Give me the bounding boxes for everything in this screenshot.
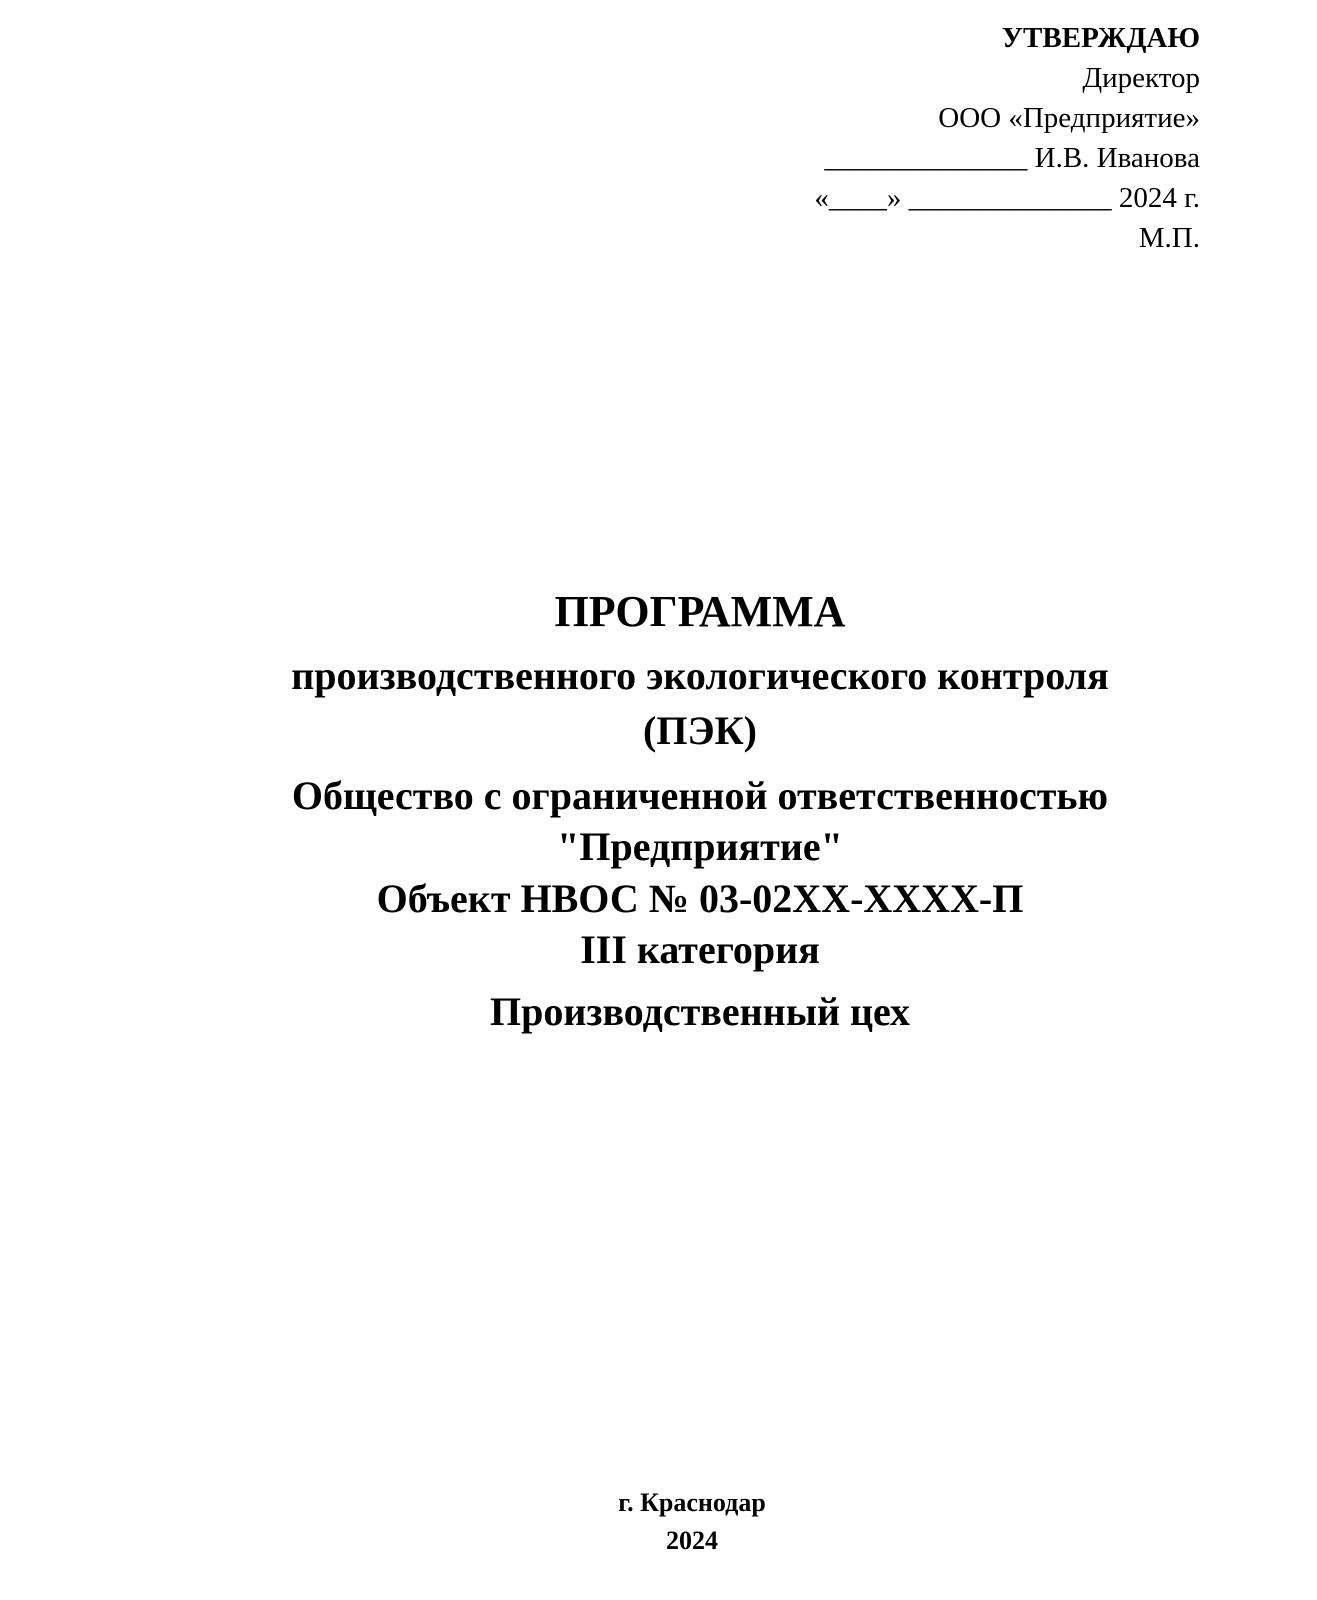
object-code: Объект НВОС № 03-02XX-XXXX-П: [376, 876, 1024, 921]
footer-city: г. Краснодар: [618, 1488, 766, 1517]
document-subtitle: производственного экологического контроля: [291, 653, 1109, 698]
object-name: Производственный цех: [489, 989, 911, 1034]
document-abbreviation: (ПЭК): [643, 708, 757, 753]
footer-year: 2024: [666, 1526, 718, 1555]
approver-position: Директор: [1082, 62, 1200, 94]
object-category: III категория: [580, 927, 820, 972]
organization-name: "Предприятие": [557, 824, 843, 869]
document-title: ПРОГРАММА: [554, 587, 846, 636]
document-footer: [0, 1484, 1317, 1560]
approver-organization: ООО «Предприятие»: [938, 102, 1200, 134]
approval-title: УТВЕРЖДАЮ: [1001, 22, 1200, 54]
approval-block: [814, 18, 1200, 258]
stamp-placeholder: М.П.: [1138, 222, 1200, 254]
document-title-block: [160, 580, 1240, 1039]
organization-type: Общество с ограниченной ответственностью: [291, 773, 1109, 818]
signature-line: ______________ И.В. Иванова: [824, 142, 1200, 174]
approval-date-line: «____» ______________ 2024 г.: [814, 182, 1200, 214]
